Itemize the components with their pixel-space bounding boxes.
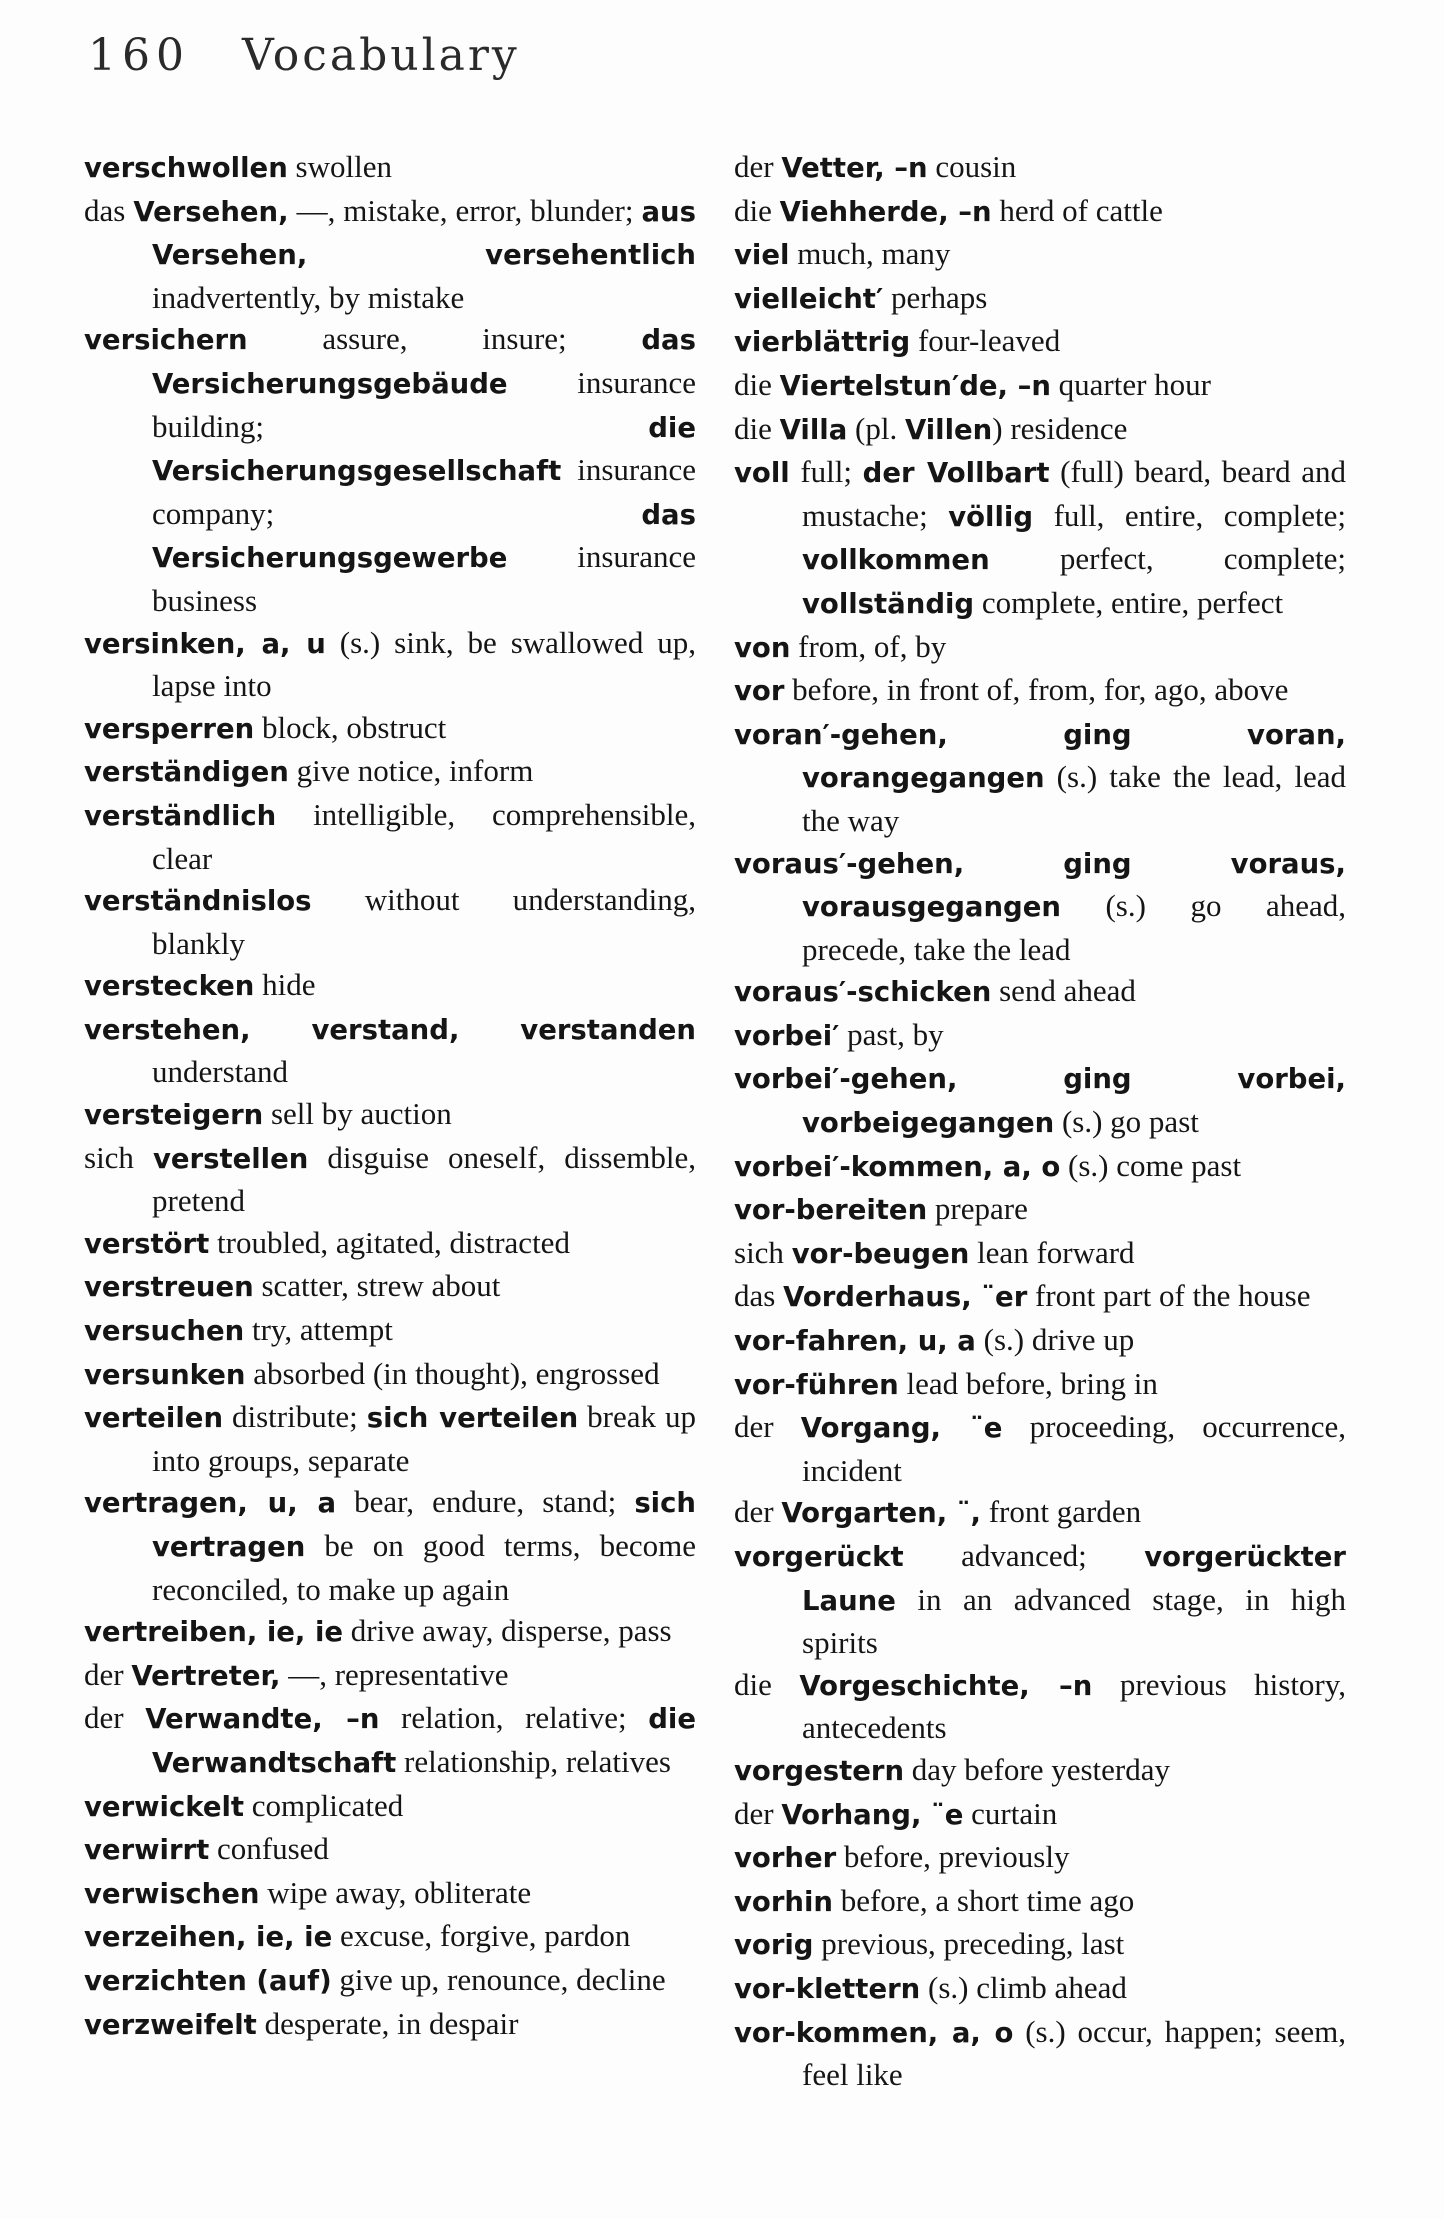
definition-text: full; (789, 454, 863, 490)
definition-text: perhaps (883, 279, 988, 315)
vocabulary-entry (734, 1491, 1346, 1535)
headword: Vorhang, ¨e (781, 1798, 964, 1831)
definition-text: complete, entire, perfect (974, 584, 1284, 620)
headword: verwickelt (84, 1790, 245, 1823)
headword: Verwandte, –n (145, 1703, 380, 1736)
german-term: aus Versehen, versehentlich (152, 195, 696, 272)
definition-text: herd of cattle (991, 192, 1163, 228)
vocabulary-entry (734, 1880, 1346, 1924)
definition-text: (s.) drive up (975, 1322, 1135, 1358)
german-term: sich verteilen (366, 1402, 579, 1435)
definition-text: break up into groups, separate (152, 1399, 697, 1478)
headword: verschwollen (84, 152, 288, 184)
vocabulary-entry (84, 1697, 696, 1784)
german-term: vollkommen (802, 544, 990, 577)
vocabulary-entry (84, 1828, 696, 1872)
headword: verwirrt (84, 1834, 210, 1867)
definition-text: das (84, 192, 134, 228)
definition-text: sich (84, 1139, 153, 1175)
vocabulary-entry (734, 1232, 1346, 1276)
vocabulary-entry (734, 1188, 1346, 1232)
definition-text: without understanding, blankly (152, 882, 696, 961)
definition-text: distribute; (223, 1399, 367, 1435)
vocabulary-entry (734, 1275, 1346, 1319)
definition-text: perfect, complete; (989, 541, 1346, 577)
definition-text: curtain (963, 1795, 1058, 1831)
headword: verstreuen (84, 1271, 254, 1304)
definition-text: before, a short time ago (832, 1882, 1135, 1918)
definition-text: intelligible, comprehensible, clear (152, 796, 696, 876)
german-term: die Versicherungsgesellschaft (152, 411, 696, 488)
definition-text: (full) beard, beard and mustache; (802, 454, 1346, 533)
running-title: Vocabulary (241, 30, 520, 81)
headword: vertragen, u, a (84, 1487, 337, 1520)
headword: vierblättrig (734, 326, 911, 359)
vocabulary-entry (734, 451, 1346, 625)
headword: verstecken (84, 970, 255, 1003)
definition-text: (s.) go ahead, precede, take the lead (802, 888, 1346, 967)
vocabulary-entry (734, 970, 1346, 1014)
definition-text: der (84, 1656, 132, 1692)
headword: Vorgarten, ¨, (781, 1497, 981, 1530)
definition-text: (s.) go past (1054, 1104, 1199, 1140)
definition-text: scatter, strew about (253, 1268, 501, 1304)
definition-text: assure, insure; (247, 321, 642, 357)
definition-text: lead before, bring in (898, 1365, 1158, 1401)
german-term: das Versicherungsgewerbe (152, 498, 696, 575)
definition-text: previous, preceding, last (813, 1926, 1125, 1962)
definition-text: (pl. (847, 410, 905, 446)
headword: verstehen, verstand, verstanden (84, 1013, 696, 1046)
vocabulary-entry (734, 1057, 1346, 1144)
definition-text: hide (254, 967, 316, 1003)
vocabulary-entry (734, 364, 1346, 408)
headword: Versehen, (133, 195, 289, 228)
vocabulary-entry (84, 1353, 696, 1397)
definition-text: from, of, by (790, 628, 947, 664)
headword: vor-klettern (734, 1972, 921, 2005)
definition-text: before, in front of, from, for, ago, above (784, 672, 1289, 708)
headword: verstört (84, 1227, 210, 1260)
definition-text: insurance building; (152, 364, 696, 444)
headword: vielleicht′ (734, 282, 884, 315)
definition-text: block, obstruct (254, 709, 447, 745)
definition-text: previous history, antecedents (802, 1666, 1346, 1746)
vocabulary-entry (84, 318, 696, 621)
definition-text: (s.) sink, be swallowed up, lapse into (152, 624, 696, 704)
definition-text: —, representative (280, 1656, 509, 1692)
vocabulary-entry (734, 1836, 1346, 1880)
vocabulary-entry (734, 1319, 1346, 1363)
headword: Viehherde, –n (779, 195, 992, 228)
vocabulary-entry (734, 1793, 1346, 1837)
headword: verzeihen, ie, ie (84, 1921, 333, 1954)
definition-text: day before yesterday (904, 1751, 1170, 1787)
vocabulary-entry (734, 1406, 1346, 1491)
definition-text: der (734, 149, 782, 184)
headword: versinken, a, u (84, 627, 326, 660)
headword: vor (734, 675, 785, 708)
vocabulary-entry (734, 146, 1346, 190)
vocabulary-entry (84, 1915, 696, 1959)
german-term: das Versicherungsgebäude (152, 324, 696, 400)
vocabulary-entry (84, 1222, 696, 1266)
headword: vor-bereiten (734, 1194, 928, 1227)
vocabulary-entry (734, 320, 1346, 364)
headword: vor-führen (734, 1368, 899, 1401)
vocabulary-entry (734, 713, 1346, 842)
vocabulary-entry (734, 1967, 1346, 2011)
definition-text: wipe away, obliterate (259, 1874, 532, 1910)
headword: verwischen (84, 1877, 260, 1910)
definition-text: understand (152, 1054, 289, 1090)
definition-text: front part of the house (1027, 1278, 1311, 1314)
definition-text: advanced; (903, 1538, 1145, 1573)
definition-text: in an advanced stage, in high spirits (802, 1581, 1346, 1661)
definition-text: full, entire, complete; (1033, 497, 1346, 533)
headword: verzichten (auf) (84, 1964, 332, 1997)
headword: Viertelstun′de, –n (779, 369, 1051, 402)
definition-text: (s.) climb ahead (920, 1969, 1127, 2005)
definition-text: das (734, 1278, 784, 1314)
vocabulary-entry (84, 146, 696, 190)
definition-text: sell by auction (263, 1096, 452, 1132)
headword: versteigern (84, 1099, 264, 1132)
vocabulary-entry (734, 1145, 1346, 1189)
definition-text: (s.) take the lead, lead the way (802, 759, 1346, 838)
vocabulary-entry (734, 190, 1346, 234)
headword: verteilen (84, 1402, 224, 1435)
definition-text: die (734, 410, 780, 446)
vocabulary-entry (734, 1664, 1346, 1749)
definition-text: prepare (927, 1191, 1028, 1227)
definition-text: much, many (789, 236, 951, 272)
definition-text: front garden (980, 1494, 1142, 1530)
headword: Vorgang, ¨e (800, 1412, 1003, 1445)
definition-text: relationship, relatives (396, 1743, 671, 1779)
headword: versichern (84, 324, 248, 357)
vocabulary-entry (84, 622, 696, 707)
definition-text: insurance company; (152, 452, 696, 531)
headword: vorhin (734, 1885, 833, 1918)
headword: Vorderhaus, ¨er (783, 1281, 1028, 1314)
definition-text: before, previously (836, 1839, 1070, 1875)
headword: verständlich (84, 799, 277, 832)
vocabulary-entry (84, 2003, 696, 2047)
vocabulary-entry (734, 1749, 1346, 1793)
vocabulary-entry (734, 1535, 1346, 1664)
definition-text: sich (734, 1234, 792, 1270)
headword: vorbei′ (734, 1019, 840, 1052)
definition-text: cousin (927, 149, 1017, 184)
definition-text: die (734, 192, 780, 228)
headword: versunken (84, 1358, 246, 1391)
definition-text: give notice, inform (288, 753, 534, 789)
page-header (88, 30, 520, 81)
headword: vor-beugen (791, 1237, 970, 1270)
definition-text: ) residence (992, 410, 1128, 446)
definition-text: complicated (244, 1787, 404, 1823)
definition-text: excuse, forgive, pardon (332, 1918, 631, 1954)
definition-text: desperate, in despair (256, 2005, 519, 2041)
headword: verständigen (84, 756, 289, 789)
definition-text: die (734, 1666, 800, 1702)
definition-text: (s.) come past (1060, 1147, 1242, 1183)
headword: verzweifelt (84, 2008, 257, 2041)
vocabulary-entry (734, 1014, 1346, 1058)
headword: Vorgeschichte, –n (799, 1669, 1093, 1702)
headword: von (734, 631, 791, 664)
definition-text: absorbed (in thought), engrossed (245, 1355, 660, 1391)
vocabulary-entry (84, 1396, 696, 1481)
definition-text: —, mistake, error, blunder; (288, 192, 642, 228)
page-number: 160 (88, 30, 190, 81)
headword: versperren (84, 712, 255, 745)
definition-text: swollen (287, 149, 392, 184)
vocabulary-entry (84, 1093, 696, 1137)
definition-text: die (734, 366, 780, 402)
definition-text: troubled, agitated, distracted (209, 1224, 570, 1260)
definition-text: try, attempt (244, 1312, 393, 1348)
headword: vorbei′-gehen, ging vorbei, vorbeigegangen (734, 1063, 1346, 1140)
vocabulary-entry (84, 1008, 696, 1093)
headword: vorgestern (734, 1754, 905, 1787)
vocabulary-entry (734, 842, 1346, 971)
vocabulary-entry (734, 1363, 1346, 1407)
definition-text: lean forward (969, 1234, 1135, 1270)
vocabulary-entry (84, 879, 696, 964)
vocabulary-entry (84, 964, 696, 1008)
vocabulary-entry (84, 1265, 696, 1309)
definition-text: give up, renounce, decline (331, 1961, 666, 1997)
definition-text: four-leaved (910, 323, 1061, 359)
vocabulary-entry (84, 1481, 696, 1610)
headword: Vertreter, (131, 1659, 281, 1692)
right-column (734, 146, 1346, 2096)
left-column (84, 146, 696, 2046)
headword: Villa (779, 413, 848, 446)
definition-text: confused (209, 1831, 329, 1867)
definition-text: (s.) occur, happen; seem, feel like (802, 2013, 1346, 2093)
vocabulary-entry (84, 1959, 696, 2003)
definition-text: send ahead (991, 973, 1136, 1009)
headword: verstellen (152, 1142, 309, 1175)
definition-text: bear, endure, stand; (336, 1484, 635, 1520)
vocabulary-entry (734, 277, 1346, 321)
german-term: vollständig (802, 587, 975, 620)
german-term: der Vollbart (862, 457, 1050, 490)
definition-text: be on good terms, become reconciled, to make up again (152, 1528, 696, 1607)
headword: verständnislos (84, 885, 312, 918)
vocabulary-entry (84, 794, 696, 879)
headword: vorgerückt (734, 1541, 904, 1573)
definition-text: proceeding, occurrence, incident (802, 1409, 1346, 1488)
definition-text: past, by (839, 1016, 944, 1052)
headword: viel (734, 239, 790, 272)
definition-text: der (84, 1700, 146, 1736)
definition-text: inadvertently, by mistake (152, 279, 465, 315)
vocabulary-entry (734, 669, 1346, 713)
vocabulary-entry (84, 1785, 696, 1829)
vocabulary-entry (84, 1872, 696, 1916)
headword: voraus′-gehen, ging voraus, vorausgegangen (734, 847, 1346, 924)
vocabulary-entry (734, 408, 1346, 452)
headword: versuchen (84, 1315, 245, 1348)
german-term: sich vertragen (152, 1487, 696, 1563)
vocabulary-entry (84, 190, 696, 319)
headword: vor-fahren, u, a (734, 1325, 976, 1358)
vocabulary-entry (84, 1309, 696, 1353)
german-term: Villen (904, 413, 993, 446)
definition-text: der (734, 1795, 782, 1831)
headword: vertreiben, ie, ie (84, 1616, 344, 1649)
headword: voll (734, 457, 790, 490)
vocabulary-entry (84, 1137, 696, 1222)
vocabulary-entry (84, 707, 696, 751)
vocabulary-entry (84, 1610, 696, 1654)
vocabulary-entry (84, 750, 696, 794)
headword: vorig (734, 1929, 814, 1962)
headword: vorher (734, 1842, 837, 1875)
vocabulary-entry (734, 1923, 1346, 1967)
german-term: die Verwandtschaft (152, 1703, 697, 1779)
german-term: völlig (948, 500, 1034, 533)
definition-text: insurance business (152, 539, 696, 618)
definition-text: der (734, 1494, 782, 1530)
headword: voraus′-schicken (734, 976, 992, 1009)
definition-text: disguise oneself, dissemble, pretend (152, 1139, 696, 1219)
definition-text: der (734, 1409, 801, 1445)
headword: Vetter, –n (781, 152, 928, 184)
headword: vorbei′-kommen, a, o (734, 1150, 1061, 1183)
definition-text: quarter hour (1050, 366, 1212, 402)
german-term: vorgerückter Laune (802, 1541, 1346, 1617)
definition-text: relation, relative; (379, 1700, 649, 1736)
vocabulary-entry (734, 626, 1346, 670)
vocabulary-entry (84, 1654, 696, 1698)
headword: vor-kommen, a, o (734, 2016, 1014, 2049)
vocabulary-entry (734, 2011, 1346, 2096)
headword: voran′-gehen, ging voran, vorangegangen (734, 718, 1346, 795)
definition-text: drive away, disperse, pass (343, 1613, 672, 1649)
vocabulary-entry (734, 233, 1346, 277)
